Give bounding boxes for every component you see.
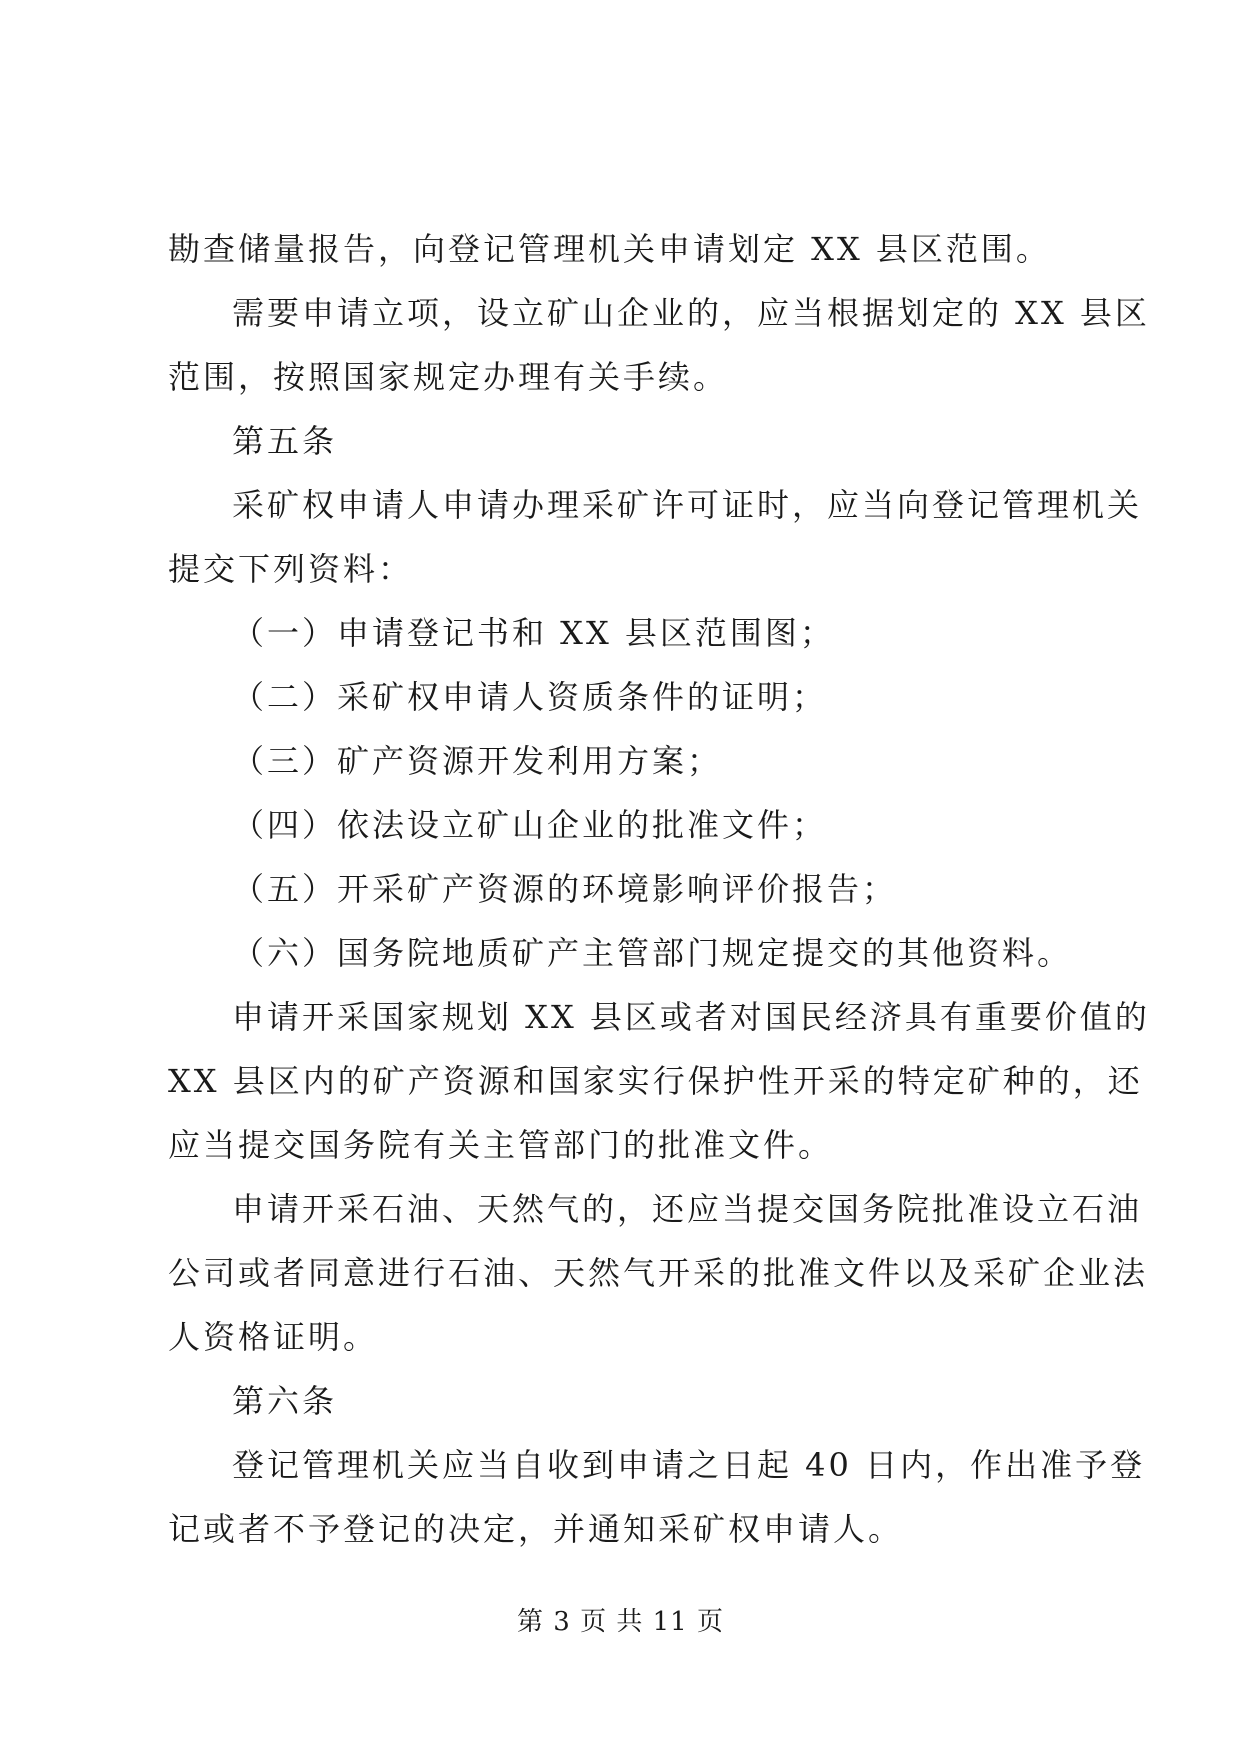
text-line: 登记管理机关应当自收到申请之日起 40 日内，作出准予登: [232, 1446, 1146, 1484]
text-line: 采矿权申请人申请办理采矿许可证时，应当向登记管理机关: [232, 486, 1143, 524]
text-line: 提交下列资料：: [168, 550, 414, 588]
page-number-footer: 第 3 页 共 11 页: [517, 1607, 724, 1637]
text-line: 勘查储量报告，向登记管理机关申请划定 XX 县区范围。: [168, 230, 1051, 268]
document-body: [168, 225, 1150, 1553]
list-item: （六）国务院地质矿产主管部门规定提交的其他资料。: [232, 934, 1073, 972]
article-heading: 第五条: [232, 422, 338, 460]
list-item: （三）矿产资源开发利用方案；: [232, 742, 723, 780]
list-item: （四）依法设立矿山企业的批准文件；: [232, 806, 828, 844]
list-item: （一）申请登记书和 XX 县区范围图；: [232, 614, 835, 652]
text-line: 范围，按照国家规定办理有关手续。: [168, 358, 729, 396]
text-line: 应当提交国务院有关主管部门的批准文件。: [168, 1126, 834, 1164]
text-line: 人资格证明。: [168, 1318, 379, 1356]
list-item: （二）采矿权申请人资质条件的证明；: [232, 678, 828, 716]
text-line: 需要申请立项，设立矿山企业的，应当根据划定的 XX 县区: [232, 294, 1150, 332]
list-item: （五）开采矿产资源的环境影响评价报告；: [232, 870, 898, 908]
text-line: 记或者不予登记的决定，并通知采矿权申请人。: [168, 1510, 904, 1548]
text-line: 申请开采石油、天然气的，还应当提交国务院批准设立石油: [232, 1190, 1143, 1228]
text-line: XX 县区内的矿产资源和国家实行保护性开采的特定矿种的，还: [168, 1062, 1143, 1100]
text-line: 公司或者同意进行石油、天然气开采的批准文件以及采矿企业法: [168, 1254, 1149, 1292]
text-line: 申请开采国家规划 XX 县区或者对国民经济具有重要价值的: [232, 998, 1150, 1036]
article-heading: 第六条: [232, 1382, 338, 1420]
